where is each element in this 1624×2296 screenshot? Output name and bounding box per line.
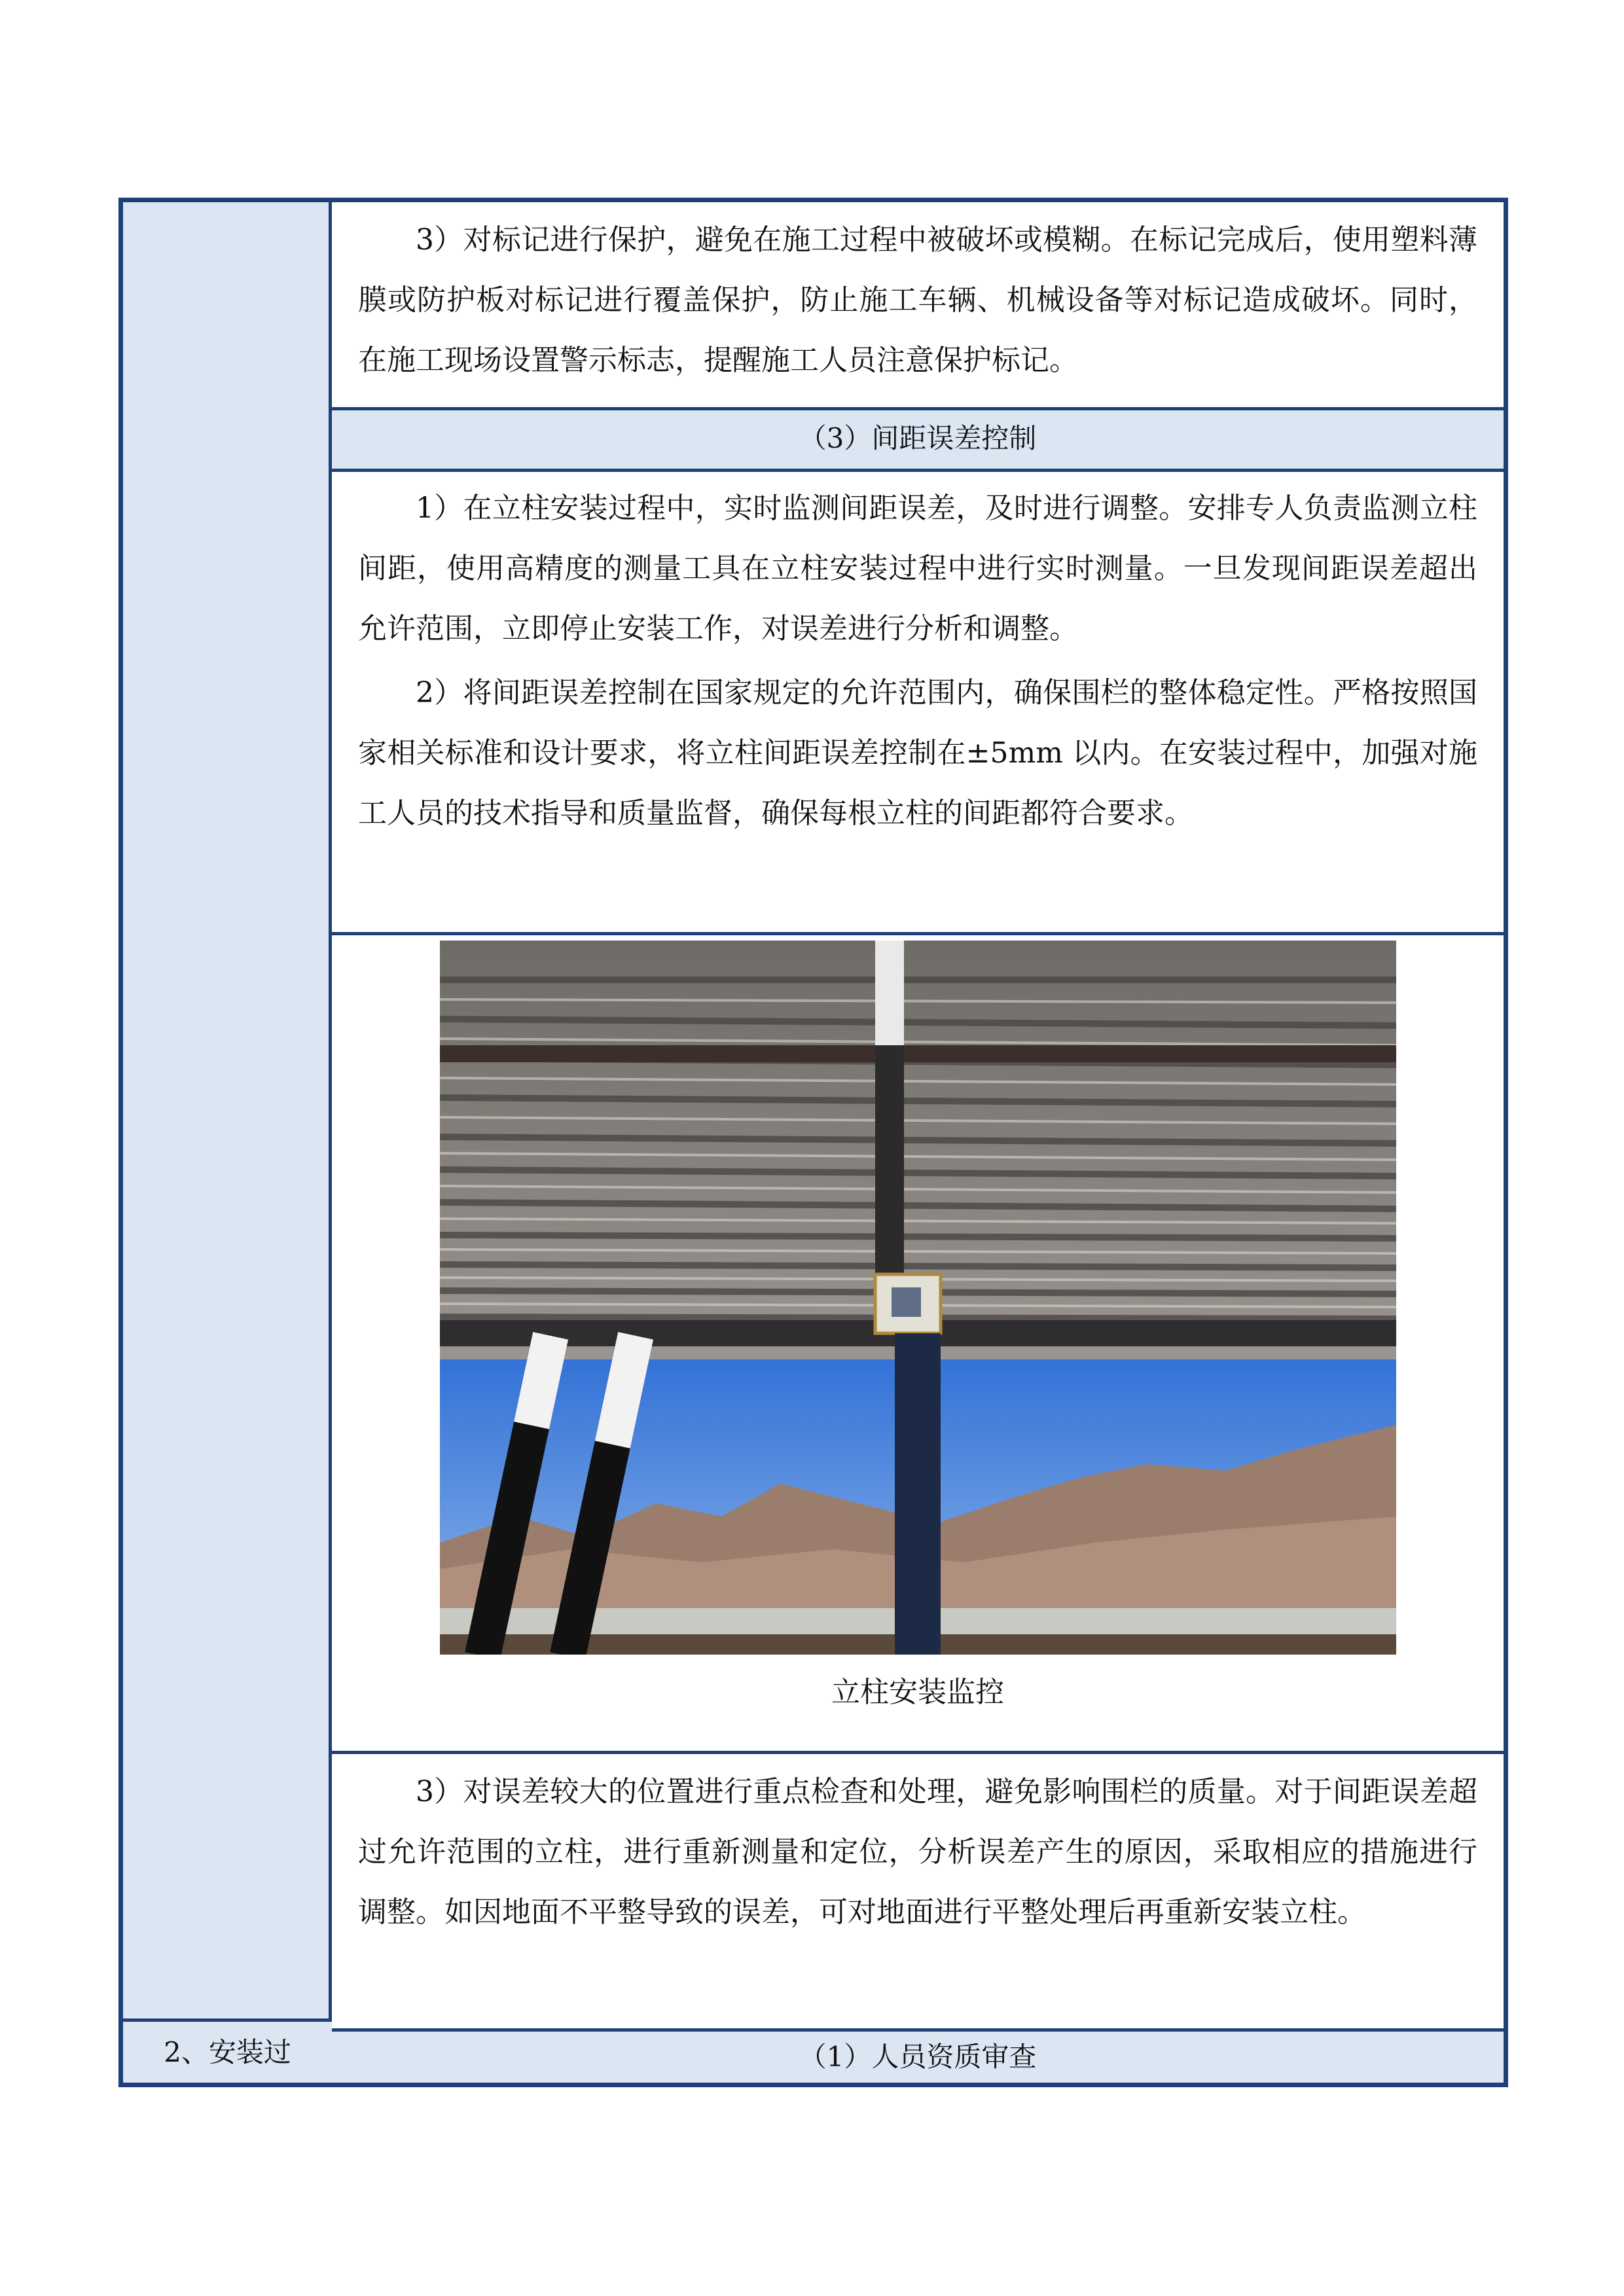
paragraph-marking-protection: 3）对标记进行保护，避免在施工过程中被破坏或模糊。在标记完成后，使用塑料薄膜或防护板对标记进行覆盖保护，防止施工车辆、机械设备等对标记造成破坏。同时，在施工现场设置警示标志，提醒施工人员注意保护标记。: [358, 223, 1477, 377]
row-marking-protection: [332, 202, 1504, 407]
row-spacing-paragraphs: [332, 469, 1504, 932]
column-installation-photo: [440, 941, 1396, 1655]
row-photo: [332, 932, 1504, 1751]
right-content-column: [332, 202, 1504, 2083]
section-label-install: 2、安装过: [123, 2018, 332, 2083]
content-table: [118, 198, 1508, 2087]
row-spacing-paragraph-3: [332, 1751, 1504, 2028]
row-header-personnel: [332, 2028, 1504, 2083]
photo-caption: 立柱安装监控: [831, 1676, 1004, 1709]
paragraph-spacing-2: 2）将间距误差控制在国家规定的允许范围内，确保围栏的整体稳定性。严格按照国家相关标准和设计要求，将立柱间距误差控制在±5mm 以内。在安装过程中，加强对施工人员的技术指导和质量监督，确保每根立柱的间距都符合要求。: [358, 676, 1477, 830]
paragraph-spacing-1: 1）在立柱安装过程中，实时监测间距误差，及时进行调整。安排专人负责监测立柱间距，使用高精度的测量工具在立柱安装过程中进行实时测量。一旦发现间距误差超出允许范围，立即停止安装工作，对误差进行分析和调整。: [358, 492, 1477, 645]
left-label-column: [123, 202, 332, 2083]
row-header-spacing: [332, 407, 1504, 469]
header-spacing-error-control: （3）间距误差控制: [799, 422, 1037, 454]
header-personnel-qualification: （1）人员资质审查: [799, 2041, 1037, 2073]
paragraph-spacing-3: 3）对误差较大的位置进行重点检查和处理，避免影响围栏的质量。对于间距误差超过允许范围的立柱，进行重新测量和定位，分析误差产生的原因，采取相应的措施进行调整。如因地面不平整导致的误差，可对地面进行平整处理后再重新安装立柱。: [358, 1775, 1477, 1929]
